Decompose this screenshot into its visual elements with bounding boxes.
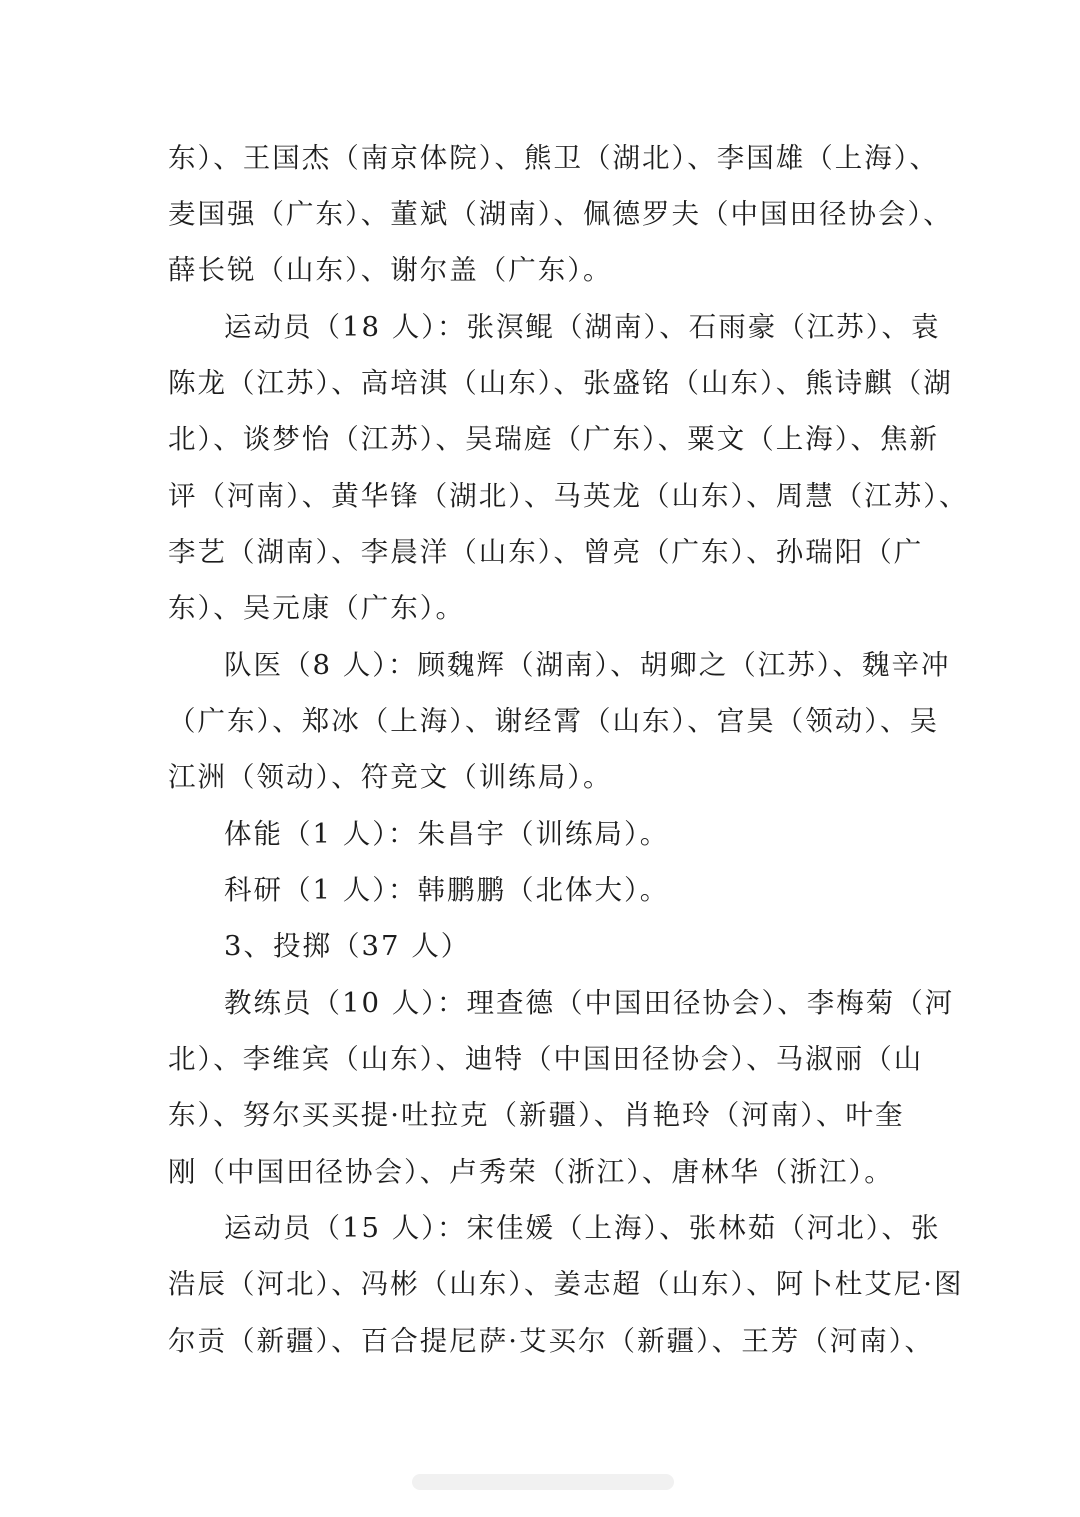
- text-line: 江洲（领动）、符竞文（训练局）。: [168, 761, 613, 793]
- paragraph-start-line: 运动员（15 人）：宋佳媛（上海）、张林茹（河北）、张: [224, 1212, 941, 1244]
- text-line: （广东）、郑冰（上海）、谢经霄（山东）、宫昊（领动）、吴: [168, 705, 939, 737]
- text-line: 薛长锐（山东）、谢尔盖（广东）。: [168, 254, 613, 286]
- text-line: 尔贡（新疆）、百合提尼萨·艾买尔（新疆）、王芳（河南）、: [168, 1325, 934, 1357]
- text-line: 李艺（湖南）、李晨洋（山东）、曾亮（广东）、孙瑞阳（广: [168, 536, 924, 568]
- text-line: 北）、李维宾（山东）、迪特（中国田径协会）、马淑丽（山: [168, 1043, 924, 1075]
- text-line: 东）、努尔买买提·吐拉克（新疆）、肖艳玲（河南）、叶奎: [168, 1099, 905, 1131]
- text-line: 浩辰（河北）、冯彬（山东）、姜志超（山东）、阿卜杜艾尼·图: [168, 1268, 964, 1300]
- text-line: 陈龙（江苏）、高培淇（山东）、张盛铭（山东）、熊诗麒（湖: [168, 367, 953, 399]
- watermark-blur: [412, 1474, 674, 1490]
- text-line: 东）、吴元康（广东）。: [168, 592, 465, 624]
- text-line: 北）、谈梦怡（江苏）、吴瑞庭（广东）、粟文（上海）、焦新: [168, 423, 939, 455]
- paragraph-start-line: 科研（1 人）：韩鹏鹏（北体大）。: [224, 874, 670, 906]
- text-line: 麦国强（广东）、董斌（湖南）、佩德罗夫（中国田径协会）、: [168, 198, 953, 230]
- text-line: 东）、王国杰（南京体院）、熊卫（湖北）、李国雄（上海）、: [168, 142, 939, 174]
- text-line: 评（河南）、黄华锋（湖北）、马英龙（山东）、周慧（江苏）、: [168, 480, 969, 512]
- paragraph-start-line: 教练员（10 人）：理查德（中国田径协会）、李梅菊（河: [224, 987, 955, 1019]
- paragraph-start-line: 队医（8 人）：顾魏辉（湖南）、胡卿之（江苏）、魏辛冲: [224, 649, 951, 681]
- paragraph-start-line: 运动员（18 人）：张溟鲲（湖南）、石雨豪（江苏）、袁: [224, 311, 941, 343]
- paragraph-start-line: 体能（1 人）：朱昌宇（训练局）。: [224, 818, 670, 850]
- section-heading: 3、投掷（37 人）: [224, 930, 471, 962]
- text-line: 刚（中国田径协会）、卢秀荣（浙江）、唐林华（浙江）。: [168, 1156, 894, 1188]
